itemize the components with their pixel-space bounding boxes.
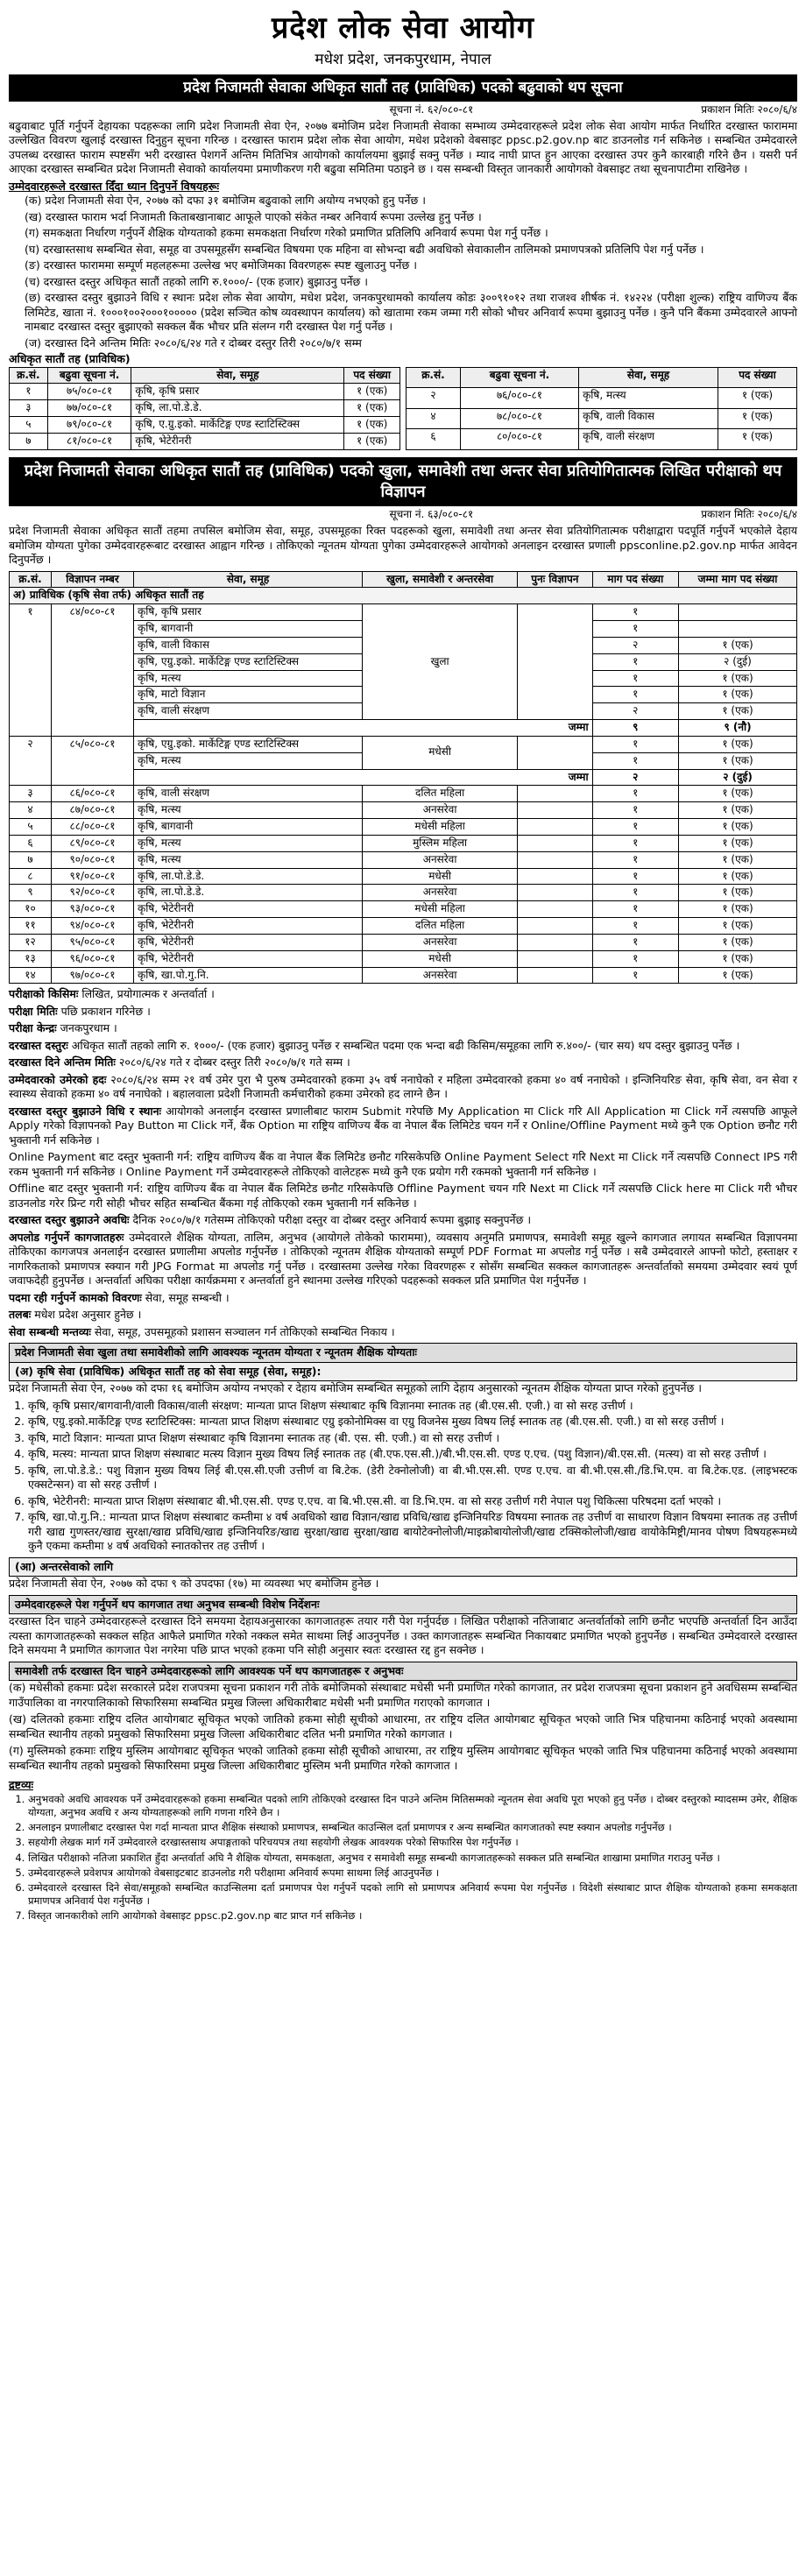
qualification-item: 4. कृषि, मत्स्य: मान्यता प्राप्त शिक्षण संस्थाबाट मत्स्य विज्ञान मुख्य विषय लिई स्नातक तह (बी.एफ.एस.सी.)/बी.भी.एस.सी. एण्ड ए.एच. (पशु विज्ञान)/बी.एस.सी. (मत्स्य) वा सो सरह उत्तीर्ण ।	[28, 1447, 797, 1462]
table-cell: १	[592, 687, 678, 703]
table-header-cell: खुला, समावेशी र अन्तरसेवा	[363, 571, 518, 588]
table-cell: कृषि, ला.पो.डे.डे.	[134, 868, 363, 885]
notice2-intro: प्रदेश निजामती सेवाका अधिकृत सातौं तहमा तपसिल बमोजिम सेवा, समूह, उपसमूहका रिक्त पदहरूको खुला, समावेशी तथा अन्तर सेवा प्रतियोगितात्मक परीक्षाद्वारा पदपूर्ति गर्नुपर्ने भएकोले देहाय बमोजिम योग्यता पुगेका उम्मेदवारहरूबाट दरखास्त आह्वान गरिन्छ । तोकिएको न्यूनतम योग्यता पुगेका उम्मेदवारहरूले आयोगको अनलाइन दरखास्त प्रणाली ppsconline.p2.gov.np मार्फत आवेदन दिनुपर्नेछ ।	[9, 524, 797, 567]
notice1-point: (क) प्रदेश निजामती सेवा ऐन, २०७७ को दफा ३१ बमोजिम बढुवाको लागि अयोग्य नभएको हुनु पर्नेछ ।	[25, 194, 426, 208]
notice1-point: (ज) दरखास्त दिने अन्तिम मितिः २०८०/६/२४ गते र दोब्बर दस्तुर तिरी २०८०/७/१ सम्म	[25, 335, 362, 349]
table-cell: ८०/०८०-८१	[460, 429, 578, 450]
post-detail	[9, 1308, 797, 1323]
qualification-banner: प्रदेश निजामती सेवा खुला तथा समावेशीको लागि आवश्यक न्यूनतम योग्यता र न्यूनतम शैक्षिक योग्यताः	[9, 1343, 797, 1363]
table-cell: १	[592, 752, 678, 769]
table-cell: कृषि, ए.ग्रु.इको. मार्केटिङ्ग एण्ड स्टाटिस्टिक्स	[131, 417, 344, 434]
table-cell: अनसरेवा	[363, 885, 518, 901]
exam-info-item-text: अधिकृत सातौं तहको लागि रु. १०००/- (एक हजार) बुझाउनु पर्नेछ र सम्बन्धित पदमा एक भन्दा बढी किसिम/समूहका लागि रु.४००/- (चार सय) थप दस्तुर बुझाउनु पर्नेछ ।	[67, 1038, 740, 1052]
table-cell: कृषि, वाली संरक्षण	[134, 703, 363, 720]
table-cell: १	[592, 819, 678, 836]
table-cell: कृषि, एग्रु.इको. मार्केटिङ्ग एण्ड स्टाटिस्टिक्स	[134, 736, 363, 752]
table-cell: मधेसी	[363, 736, 518, 769]
table-row	[10, 835, 797, 851]
table-cell: ३	[10, 786, 52, 802]
application-detail	[9, 1213, 797, 1228]
table-cell: जम्मा	[134, 720, 593, 737]
note-item: 6. उम्मेदवारले दरखास्त दिने सेवा/समूहको सम्बन्धित काउन्सिलमा दर्ता प्रमाणपत्र पेश गर्नुपर्ने पदको लागि सो प्रमाणपत्र अनिवार्य रूपमा पेश गर्नुपर्नेछ । विदेशी संस्थाबाट प्राप्त शैक्षिक योग्यताको हकमा समकक्षता प्रमाणपत्र अनिवार्य पेश गर्नुपर्नेछ ।	[28, 1881, 797, 1908]
table-cell: कृषि, ला.पो.डे.डे.	[131, 400, 344, 417]
table-cell	[518, 918, 592, 935]
table-cell: कृषि, वाली संरक्षण	[579, 429, 718, 450]
table-row	[10, 967, 797, 984]
table-cell: मुस्लिम महिला	[363, 835, 518, 851]
table-cell: ७५/०८०-८१	[47, 384, 131, 400]
application-detail-text: दैनिक २०८०/७/१ गतेसम्म तोकिएको परीक्षा दस्तुर वा दोब्बर दस्तुर अनिवार्य रूपमा बुझाइ सक्नुपर्नेछ ।	[129, 1213, 532, 1227]
table-cell: कृषि, बागवानी	[134, 819, 363, 836]
post-detail-label: सेवा सम्बन्धी मन्तव्यः	[9, 1324, 91, 1338]
qualification-list	[9, 1399, 797, 1554]
table-header-cell: बढुवा सूचना नं.	[47, 367, 131, 384]
table-header-row	[10, 367, 400, 384]
table-cell: ५	[10, 417, 48, 434]
table-cell: दलित महिला	[363, 918, 518, 935]
qualification-intro: प्रदेश निजामती सेवा ऐन, २०७७ को दफा १६ बमोजिम अयोग्य नभएको र देहाय बमोजिम सम्बन्धित समूहको लागि देहाय अनुसारको न्यूनतम शैक्षिक योग्यता प्राप्त गरेको हुनुपर्नेछ ।	[9, 1381, 702, 1395]
table-cell: कृषि, भेटेरीनरी	[134, 918, 363, 935]
table-header-cell: पद संख्या	[344, 367, 400, 384]
table-cell: १ (एक)	[679, 670, 797, 687]
application-detail	[9, 1231, 797, 1288]
exam-info-item-label: दरखास्त दस्तुरः	[9, 1038, 68, 1052]
table-row	[10, 819, 797, 836]
inclusive-list	[9, 1681, 797, 1773]
notice2-date: प्रकाशन मितिः २०८०/६/४	[701, 508, 797, 521]
table-cell: १ (एक)	[718, 388, 796, 409]
table-cell: अनसरेवा	[363, 802, 518, 819]
table-cell: २ (दुई)	[679, 769, 797, 786]
post-detail-text: सेवा, समूह सम्बन्धी ।	[141, 1290, 230, 1304]
table-cell: १ (एक)	[679, 967, 797, 984]
notice1-point: (ग) समकक्षता निर्धारण गर्नुपर्ने शैक्षिक योग्यताको हकमा समकक्षता निर्धारण गरेको प्रमाणित प्रतिलिपि अनिवार्य रूपमा पेश गर्नु पर्नेछ ।	[25, 226, 548, 240]
table-cell: ९२/०८०-८१	[51, 885, 133, 901]
table-cell: ९०/०८०-८१	[51, 851, 133, 868]
table-header-cell: विज्ञापन नम्बर	[51, 571, 133, 588]
table-cell: १ (एक)	[679, 736, 797, 752]
table-cell: कृषि, माटो विज्ञान	[134, 687, 363, 703]
table-row	[407, 408, 797, 429]
table-cell	[518, 835, 592, 851]
table-cell: १४	[10, 967, 52, 984]
notice2-meta	[9, 508, 797, 522]
table-cell: कृषि, मत्स्य	[134, 670, 363, 687]
table-cell: २	[592, 703, 678, 720]
table-cell: १	[10, 604, 52, 737]
table-cell: ५	[10, 819, 52, 836]
application-detail	[9, 1105, 797, 1148]
table-cell: १	[592, 885, 678, 901]
table-cell: १ (एक)	[679, 950, 797, 967]
table-cell: कृषि, खा.पो.गु.नि.	[134, 967, 363, 984]
vacancy-table	[9, 571, 797, 985]
table-cell	[679, 604, 797, 621]
table-cell: १ (एक)	[344, 400, 400, 417]
qualification-item: 2. कृषि, एग्रु.इको.मार्केटिङ्ग एण्ड स्टाटिस्टिक्स: मान्यता प्राप्त शिक्षण संस्थाबाट एग्रु इकोनोमिक्स वा एग्रु विजनेस मुख्य विषय लिई स्नातक तह (बी.एस.सी. एजी.) वा सो सरह उत्तीर्ण ।	[28, 1415, 797, 1429]
application-detail-text: Online Payment बाट दस्तुर भुक्तानी गर्न: राष्ट्रिय वाणिज्य बैंक वा नेपाल बैंक लिमिटेड छनौट गरिसकेपछि Online Payment Select गरि Next मा Click गर्ने त्यसपछि Connect IPS गरी रकम भुक्तानी गर्न सकिनेछ । Online Payment गर्ने उम्मेदवारहरूले तोकिएको वालेटहरू मध्ये कुनै एक प्रयोग गरी रकमको भुक्तानी गर्न सकिनेछ ।	[9, 1150, 797, 1178]
table-cell: २	[592, 637, 678, 653]
table-cell: १	[592, 802, 678, 819]
table-cell	[518, 802, 592, 819]
table-cell: कृषि, बागवानी	[134, 621, 363, 638]
table-cell: १०	[10, 901, 52, 918]
note-item: 2. अनलाइन प्रणालीबाट दरखास्त पेश गर्दा मान्यता प्राप्त शैक्षिक संस्थाको प्रमाणपत्र, सम्बन्धित काउन्सिल दर्ता प्रमाणपत्र र अन्य सम्बन्धित कागजातको स्पष्ट स्क्यान अपलोड गर्नुपर्नेछ ।	[28, 1821, 797, 1834]
table-cell: १ (एक)	[344, 384, 400, 400]
table-cell: कृषि, कृषि प्रसार	[131, 384, 344, 400]
qualification-sub: (अ) कृषि सेवा (प्राविधिक) अधिकृत सातौं तह को सेवा समूह (सेवा, समूह):	[9, 1363, 797, 1382]
table-cell: ३	[10, 400, 48, 417]
table-cell: १ (एक)	[718, 429, 796, 450]
table-cell: १	[592, 934, 678, 950]
table-cell: २	[592, 769, 678, 786]
table-cell	[518, 868, 592, 885]
table-cell: ७	[10, 433, 48, 449]
inter-service-sub: (आ) अन्तरसेवाको लागि	[9, 1557, 797, 1577]
table-cell: अनसरेवा	[363, 851, 518, 868]
notice1-point: (छ) दरखास्त दस्तुर बुझाउने विधि र स्थानः प्रदेश लोक सेवा आयोग, मधेश प्रदेश, जनकपुरधामको कार्यालय कोडः ३००९१०१२ तथा राजश्व शीर्षक नं. १४२२४ (परीक्षा शुल्क) राष्ट्रिय वाणिज्य बैंक लिमिटेड, खाता नं. १०००१००२०००१००००० (प्रदेश सञ्चित कोष व्यवस्थापन कार्यालय) को खातामा रकम जम्मा गरी सोको भौचर अनिवार्य रूपमा बुझाउनु पर्नेछ । कुनै पनि बैंकमा उम्मेदवारले आफ्नो नामबाट दरखास्त दस्तुर बुझाएको सक्कल बैंक भौचर प्रति संलग्न गरी दरखास्त पेश गर्नु पर्नेछ ।	[25, 291, 797, 334]
table-row	[10, 802, 797, 819]
notice1-point: (ख) दरखास्त फाराम भर्दा निजामती किताबखानाबाट आफूले पाएको संकेत नम्बर अनिवार्य रूपमा उल्लेख हुनु पर्नेछ ।	[25, 209, 482, 223]
table-cell: १	[592, 967, 678, 984]
table-row	[10, 950, 797, 967]
table-row	[10, 433, 400, 449]
application-detail-text: आयोगको अनलाईन दरखास्त प्रणालीबाट फाराम Submit गरेपछि My Application मा Click गरि All Application मा Click गर्ने त्यसपछि आफूले Apply गरेको विज्ञापनको Pay Button मा Click गर्ने, बैंक Option मा राष्ट्रिय वाणिज्य बैंक वा नेपाल बैंक लिमिटेड चयन गर्ने र Online/Offline Payment मध्ये कुनै एक Option छनौट गरी भुक्तानी गर्न सकिनेछ ।	[9, 1104, 797, 1147]
table-cell: ९६/०८०-८१	[51, 950, 133, 967]
table-cell: ९	[10, 885, 52, 901]
table-cell: १ (एक)	[679, 752, 797, 769]
table-cell: २	[407, 388, 461, 409]
table-section-cell: अ) प्राविधिक (कृषि सेवा तर्फ) अधिकृत सातौं तह	[10, 588, 797, 604]
table-cell: १	[592, 918, 678, 935]
table-cell: ८	[10, 868, 52, 885]
table-cell: १ (एक)	[679, 934, 797, 950]
note-item: 4. लिखित परीक्षाको नतिजा प्रकाशित हुँदा अन्तर्वार्ता अघि नै शैक्षिक योग्यता, समकक्षता, अनुभव र समावेशी समूह सम्बन्धी कागजातहरूको सक्कल प्रति सम्बन्धित शाखामा प्रमाणित गराउनु पर्नेछ ।	[28, 1852, 797, 1865]
table-cell: १	[592, 851, 678, 868]
table-cell: १	[592, 621, 678, 638]
table-cell: दलित महिला	[363, 786, 518, 802]
table-header-cell: सेवा, समूह	[131, 367, 344, 384]
table-cell: ७७/०८०-८१	[47, 400, 131, 417]
exam-info	[9, 987, 797, 1070]
table-cell: अनसरेवा	[363, 934, 518, 950]
exam-info-item	[9, 1055, 797, 1070]
table-row	[10, 417, 400, 434]
table-cell: ८१/०८०-८१	[47, 433, 131, 449]
notes-title: द्रष्टव्यः	[9, 1778, 33, 1792]
notice1-point: (घ) दरखास्तसाथ सम्बन्धित सेवा, समूह वा उपसमूहसँग सम्बन्धित विषयमा एक महिना वा सोभन्दा बढी अवधिको सेवाकालीन तालिमको प्रमाणपत्रको प्रतिलिपि पेश गर्नु पर्नेछ ।	[25, 242, 704, 256]
table-cell	[518, 604, 592, 720]
inclusive-item: (ग) मुस्लिमको हकमाः राष्ट्रिय मुस्लिम आयोगबाट सूचिकृत भएको जातिको हकमा सोही सूचीको आधारमा, तर राष्ट्रिय मुस्लिम आयोगबाट सूचिकृत भएको जाति भित्र पहिचानमा कठिनाई भएको अवस्थामा सम्बन्धित स्थानीय तहको प्रमुखको सिफारिसमा प्रमुख जिल्ला अधिकारीबाट मुस्लिम भनी प्रमाणित गरेको कागजात ।	[9, 1744, 797, 1772]
table-header-cell: क्र.सं.	[10, 367, 48, 384]
application-detail-label: उम्मेदवारको उमेरको हदः	[9, 1072, 107, 1086]
table-row	[10, 901, 797, 918]
application-detail	[9, 1182, 797, 1210]
table-cell: ९	[592, 720, 678, 737]
table-cell: १	[592, 736, 678, 752]
positions-table-right	[406, 367, 797, 450]
notice1-attention-title: उम्मेदवारहरूले दरखास्त दिँदा ध्यान दिनुपर्ने विषयहरूः	[9, 179, 220, 193]
table-cell: १ (एक)	[679, 786, 797, 802]
table-cell: कृषि, मत्स्य	[579, 388, 718, 409]
table-row	[10, 604, 797, 621]
table-cell: ९१/०८०-८१	[51, 868, 133, 885]
table-cell: १ (एक)	[679, 802, 797, 819]
table-cell: १ (एक)	[679, 918, 797, 935]
post-detail-text: मधेश प्रदेश अनुसार हुनेछ ।	[31, 1308, 142, 1322]
note-item: 3. सहयोगी लेखक मार्ग गर्ने उम्मेदवारले दरखास्तसाथ अपाङ्गताको परिचयपत्र तथा सहयोगी लेखक आवश्यक परेको सिफारिस पेश गर्नुपर्नेछ ।	[28, 1836, 797, 1849]
table-cell: ९३/०८०-८१	[51, 901, 133, 918]
inclusive-banner: समावेशी तर्फ दरखास्त दिन चाहने उम्मेदवारहरूको लागि आवश्यक पर्ने थप कागजातहरू र अनुभवः	[9, 1662, 797, 1682]
table-cell: मधेसी महिला	[363, 901, 518, 918]
table-cell: ११	[10, 918, 52, 935]
table-header-cell: सेवा, समूह	[579, 367, 718, 388]
table-header-cell: पुनः विज्ञापन	[518, 571, 592, 588]
note-item: 5. उम्मेदवारहरूले प्रवेशपत्र आयोगको वेबसाइटबाट डाउनलोड गरी परीक्षामा अनिवार्य रूपमा साथमा लिई आउनुपर्नेछ ।	[28, 1867, 797, 1880]
table-cell: कृषि, मत्स्य	[134, 835, 363, 851]
notice2-banner: प्रदेश निजामती सेवाका अधिकृत सातौं तह (प्राविधिक) पदको खुला, समावेशी तथा अन्तर सेवा प्रतियोगितात्मक लिखित परीक्षाको थप विज्ञापन	[9, 457, 797, 507]
table-row	[10, 786, 797, 802]
exam-info-item-label: परीक्षा केन्द्रः	[9, 1021, 57, 1035]
table-header-cell: जम्मा माग पद संख्या	[679, 571, 797, 588]
table-cell: ९ (नौ)	[679, 720, 797, 737]
table-cell: ७	[10, 851, 52, 868]
table-cell: ८४/०८०-८१	[51, 604, 133, 737]
table-cell: १ (एक)	[679, 703, 797, 720]
org-title: प्रदेश लोक सेवा आयोग	[271, 11, 535, 46]
table-cell	[518, 819, 592, 836]
application-detail-text: उम्मेदवारले शैक्षिक योग्यता, तालिम, अनुभव (आयोगले तोकेको फाराममा), व्यवसाय अनुमति प्रमाणपत्र, समावेशी समूह खुल्ने कागजात लगायत सम्बन्धित विज्ञापनमा तोकिएका कागजपत्र अनलाईन दरखास्त प्रणालीमा अपलोड गर्नुपर्नेछ । तोकिएको न्यूनतम शैक्षिक योग्यताको सम्पूर्ण PDF Format मा अपलोड गर्नु पर्नेछ । सबै उम्मेदवारले आफ्नो फोटो, हस्ताक्षर र नागरिकताको प्रमाणपत्र स्क्यान गरी JPG Format मा अपलोड गर्नु पर्नेछ । दरखास्तमा उल्लेख गरेका विवरणहरू र सोसँग सम्बन्धित सक्कल कागजातहरू अन्तर्वार्ताको समयमा उम्मेदवार स्वयं पूर्ण जवाफदेही हुनुपर्नेछ । अन्तर्वार्ता अघिका परीक्षा कार्यक्रममा र अन्तर्वार्ता हुने स्थानमा उल्लेख गरिएको पदहरूको सक्कल प्रति प्रमाणित पेश गर्नुपर्नेछ ।	[9, 1230, 797, 1288]
table-row	[10, 934, 797, 950]
table-cell: १ (एक)	[718, 408, 796, 429]
table-cell: कृषि, भेटेरीनरी	[134, 934, 363, 950]
positions-table-left	[9, 367, 400, 450]
table-cell: २	[10, 736, 52, 785]
exam-info-item-text: लिखित, प्रयोगात्मक र अन्तर्वार्ता ।	[78, 987, 215, 1001]
table-cell: ८८/०८०-८१	[51, 819, 133, 836]
table-cell: १	[592, 604, 678, 621]
notice1-point: (च) दरखास्त दस्तुर अधिकृत सातौं तहको लागि रु.१०००/- (एक हजार) बुझाउनु पर्नेछ ।	[25, 274, 368, 288]
table-row	[10, 868, 797, 885]
table-cell: खुला	[363, 604, 518, 720]
exam-info-item-label: दरखास्त दिने अन्तिम मितिः	[9, 1055, 116, 1069]
table-cell: १ (एक)	[679, 819, 797, 836]
table-cell	[679, 621, 797, 638]
table-cell: ७९/०८०-८१	[47, 417, 131, 434]
table-cell: १ (एक)	[679, 851, 797, 868]
table-row	[10, 885, 797, 901]
post-detail	[9, 1325, 797, 1340]
qualification-item: 5. कृषि, ला.पो.डे.डे.: पशु विज्ञान मुख्य विषय लिई बी.एस.सी.एजी उत्तीर्ण वा बि.टेक. (डेरी टेक्नोलोजी) वा बी.भी.एस.सी. एण्ड ए.एच. वा बी.भी.एस.सी./डि.भि.एम. वा बि.टेक.एड. (लाइभस्टक एक्सटेन्सन) वा सो सरह उत्तीर्ण ।	[28, 1464, 797, 1493]
notice1-number: सूचना नं. ६२/०८०-८१	[389, 102, 474, 116]
special-instruction-text: दरखास्त दिन चाहने उम्मेदवारहरूले दरखास्त दिने समयमा देहायअनुसारका कागजातहरू तयार गरी पेश गर्नुपर्दछ । लिखित परीक्षाको नतिजाबाट अन्तर्वार्ताको लागि छनौट भएपछि अन्तर्वार्ता दिन आउँदा त्यस्ता कागजातहरूको सक्कल सहित आफैले प्रमाणित गरेको नक्कल समेत साथमा लिई आउनुपर्नेछ । उक्त कागजातहरू सम्बन्धित निकायबाट प्रमाणित भएको हुनुपर्नेछ । सम्बन्धित उम्मेदवारले दरखास्त दिने समयमा नै प्रमाणित कागजात पेश नगरेमा पछि प्राप्त भएको हकमा पनि सोही अनुसार स्वतः दरखास्त रद्द हुन सक्नेछ ।	[9, 1614, 797, 1657]
org-subtitle: मधेश प्रदेश, जनकपुरधाम, नेपाल	[315, 50, 491, 68]
inter-service-text: प्रदेश निजामती सेवा ऐन, २०७७ को दफा ९ को उपदफा (१७) मा व्यवस्था भए बमोजिम हुनेछ ।	[9, 1577, 379, 1591]
table-cell: ९५/०८०-८१	[51, 934, 133, 950]
table-cell: ७६/०८०-८१	[460, 388, 578, 409]
table-cell: १ (एक)	[344, 417, 400, 434]
table-cell: २ (दुई)	[679, 653, 797, 670]
application-detail-label: दरखास्त दस्तुर बुझाउने अवधिः	[9, 1213, 130, 1227]
application-detail	[9, 1073, 797, 1102]
notice1-banner: प्रदेश निजामती सेवाका अधिकृत सातौं तह (प्राविधिक) पदको बढुवाको थप सूचना	[9, 74, 797, 101]
table-cell: कृषि, भेटेरीनरी	[134, 950, 363, 967]
table-cell: कृषि, भेटेरीनरी	[134, 901, 363, 918]
table-header-row	[407, 367, 797, 388]
table-cell: ४	[407, 408, 461, 429]
table-cell: १२	[10, 934, 52, 950]
notice1-points	[9, 194, 797, 350]
notice2-number: सूचना नं. ६३/०८०-८१	[389, 508, 474, 521]
table-cell: ६	[10, 835, 52, 851]
table-cell: ४	[10, 802, 52, 819]
notice1-meta	[9, 103, 797, 117]
table-cell: १ (एक)	[679, 901, 797, 918]
post-detail-label: पदमा रही गर्नुपर्ने कामको विवरणः	[9, 1290, 142, 1304]
table-header-cell: पद संख्या	[718, 367, 796, 388]
table-cell: कृषि, कृषि प्रसार	[134, 604, 363, 621]
notice1-point: (ङ) दरखास्त फाराममा सम्पूर्ण महलहरूमा उल्लेख भए बमोजिमका विवरणहरू स्पष्ट खुलाउनु पर्नेछ ।	[25, 258, 417, 272]
table-cell: १ (एक)	[344, 433, 400, 449]
table-cell: १ (एक)	[679, 868, 797, 885]
table-cell: १	[592, 670, 678, 687]
table-cell: ८७/०८०-८१	[51, 802, 133, 819]
exam-info-item	[9, 1039, 797, 1054]
exam-info-item-label: परीक्षाको किसिमः	[9, 987, 79, 1001]
table-cell: १	[592, 835, 678, 851]
table-section-row	[10, 588, 797, 604]
table-cell: मधेसी	[363, 950, 518, 967]
notice1-positions-title: अधिकृत सातौं तह (प्राविधिक)	[9, 352, 131, 366]
inclusive-item: (क) मधेसीको हकमाः प्रदेश सरकारले प्रदेश राजपत्रमा सूचना प्रकाशन गरी तोके बमोजिमको संस्थाबाट मधेसी भनी प्रमाणित गरेको कागजात, तर प्रदेश राजपत्रमा सूचना प्रकाशन हुने अवधिसम्म सम्बन्धित गाउँपालिका वा नगरपालिकाको सिफारिसमा सम्बन्धित प्रमुख जिल्ला अधिकारीबाट मधेसी भनी प्रमाणित गराएको कागजात ।	[9, 1681, 797, 1709]
inclusive-item: (ख) दलितको हकमाः राष्ट्रिय दलित आयोगबाट सूचिकृत भएको जातिको हकमा सोही सूचीको आधारमा, तर राष्ट्रिय दलित आयोगबाट सूचिकृत भएको जाति भित्र पहिचानमा कठिनाई भएको अवस्थामा सम्बन्धित स्थानीय तहको प्रमुखको सिफारिसमा प्रमुख जिल्ला अधिकारीबाट दलित भनी प्रमाणित गरेको कागजात ।	[9, 1712, 797, 1740]
post-detail	[9, 1291, 797, 1306]
table-cell: १	[10, 384, 48, 400]
post-detail-text: सेवा, समूह, उपसमूहको प्रशासन सञ्चालन गर्न तोकिएको सम्बन्धित निकाय ।	[90, 1324, 395, 1338]
special-instruction-banner: उम्मेदवारहरूले पेश गर्नुपर्ने थप कागजात तथा अनुभव सम्बन्धी विशेष निर्देशनः	[9, 1595, 797, 1615]
table-row	[10, 384, 400, 400]
table-cell: ६	[407, 429, 461, 450]
table-cell: ८५/०८०-८१	[51, 736, 133, 785]
table-cell: ९४/०८०-८१	[51, 918, 133, 935]
table-cell: कृषि, वाली विकास	[134, 637, 363, 653]
post-details	[9, 1291, 797, 1340]
table-cell: १	[592, 653, 678, 670]
exam-info-item-label: परीक्षा मितिः	[9, 1004, 58, 1018]
table-cell: मधेसी महिला	[363, 819, 518, 836]
table-header-row	[10, 571, 797, 588]
table-cell: कृषि, मत्स्य	[134, 851, 363, 868]
qualification-item: 7. कृषि, खा.पो.गु.नि.: मान्यता प्राप्त शिक्षण संस्थाबाट कम्तीमा ४ वर्ष अवधिको खाद्य विज्ञान/खाद्य प्रविधि/खाद्य इन्जिनियरिङ विषयमा स्नातक तह उत्तीर्ण वा साधारण विज्ञान विषयमा स्नातक तह उत्तीर्ण गरी खाद्य गुणस्तर/खाद्य सुरक्षा/खाद्य प्रविधि/खाद्य इन्जिनियरिङ/खाद्य सुरक्षा/खाद्य सुरक्षा/खाद्य बायोटेक्नोलोजी/माइक्रोबायोलोजी/खाद्य टक्सिकोलोजी/खाद्य वायोकेमिष्ट्री/मानव पोषण विषयहरूमध्ये कुनै एकमा कम्तीमा ४ वर्ष अवधिको स्नातकोत्तर तह उत्तीर्ण ।	[28, 1510, 797, 1554]
table-cell	[518, 950, 592, 967]
qualification-item: 1. कृषि, कृषि प्रसार/बागवानी/वाली विकास/वाली संरक्षण: मान्यता प्राप्त शिक्षण संस्थाबाट कृषि विज्ञानमा स्नातक तह (बी.एस.सी. एजी.) वा सो सरह उत्तीर्ण ।	[28, 1399, 797, 1414]
post-detail-label: तलबः	[9, 1308, 32, 1322]
table-cell	[518, 786, 592, 802]
table-row	[10, 400, 400, 417]
table-cell: कृषि, एग्रु.इको. मार्केटिङ्ग एण्ड स्टाटिस्टिक्स	[134, 653, 363, 670]
table-cell	[518, 851, 592, 868]
application-detail-text: Offline बाट दस्तुर भुक्तानी गर्न: राष्ट्रिय वाणिज्य बैंक वा नेपाल बैंक लिमिटेड छनौट गरिसकेपछि Offline Payment चयन गरि Next मा Click गर्ने त्यसपछि Click here मा Click गरी भौचर डाउनलोड गरेर प्रिन्ट गरी सोही भौचर सहित सम्बन्धित बैंकमा गई तोकिएको रकम भुक्तानी गर्न सकिनेछ ।	[9, 1182, 797, 1210]
note-item: 1. अनुभवको अवधि आवश्यक पर्ने उम्मेदवारहरूको हकमा सम्बन्धित पदको लागि तोकिएको दरखास्त दिन पाउने अन्तिम मितिसम्मको न्यूनतम सेवा अवधि पूरा भएको हुनु पर्नेछ । दोब्बर दस्तुरको म्यादसम्म उमेर, शैक्षिक योग्यता, अनुभव अवधि र अन्य योग्यताहरूको लागि गणना गरिने छैन ।	[28, 1793, 797, 1819]
table-row	[10, 918, 797, 935]
application-detail-label: अपलोड गर्नुपर्ने कागजातहरुः	[9, 1230, 124, 1244]
table-cell: मधेसी	[363, 868, 518, 885]
table-header-cell: सेवा, समूह	[134, 571, 363, 588]
table-cell: १	[592, 786, 678, 802]
qualification-item: 6. कृषि, भेटेरीनरी: मान्यता प्राप्त शिक्षण संस्थाबाट बी.भी.एस.सी. एण्ड ए.एच. वा बि.भी.एस.सी. वा डि.भि.एम. वा सो सरह उत्तीर्ण गरी नेपाल पशु चिकित्सा परिषदमा दर्ता भएको ।	[28, 1494, 797, 1509]
table-cell: ९७/०८०-८१	[51, 967, 133, 984]
table-row	[407, 429, 797, 450]
table-cell: कृषि, ला.पो.डे.डे.	[134, 885, 363, 901]
application-detail-text: २०८०/६/२४ सम्म २१ वर्ष उमेर पुरा भै पुरुष उम्मेदवारको हकमा ३५ वर्ष ननाघेको र महिला उम्मेदवारको हकमा ४० वर्ष ननाघेको । इन्जिनियरिङ सेवा, कृषि सेवा, वन सेवा र स्वास्थ्य सेवाको हकमा ४० वर्ष ननाघेको । बहालवाला प्रदेशी निजामती कर्मचारीको हकमा उमेरको हद लाग्ने छैन ।	[9, 1072, 797, 1101]
qualification-item: 3. कृषि, माटो विज्ञान: मान्यता प्राप्त शिक्षण संस्थाबाट कृषि विज्ञानमा स्नातक तह (बी. एस. सी. एजी.) वा सो सरह उत्तीर्ण ।	[28, 1431, 797, 1446]
exam-info-item	[9, 1021, 797, 1036]
table-cell: अनसरेवा	[363, 967, 518, 984]
exam-info-item-text: पछि प्रकाशन गरिनेछ ।	[57, 1004, 151, 1018]
table-cell: जम्मा	[134, 769, 593, 786]
notice1-intro: बढुवाबाट पूर्ति गर्नुपर्ने देहायका पदहरूका लागि प्रदेश निजामती सेवा ऐन, २०७७ बमोजिम प्रदेश निजामती सेवाका सम्भाव्य उम्मेदवारहरूले प्रदेश लोक सेवा आयोग मार्फत निर्धारित दरखास्त फाराममा उल्लेखित विवरण खुलाई दरखास्त दिनुहुन सूचना गरिन्छ । दरखास्त फाराम प्रदेश लोक सेवा आयोग, मधेश प्रदेशको वेबसाइट ppsc.p2.gov.np बाट डाउनलोड गर्न सकिनेछ । सम्बन्धित उम्मेदवारले उपलब्ध दरखास्त फाराम स्पष्टसँग भरी दरखास्त पेशगर्ने अन्तिम मितिभित्र आयोगको कार्यालयमा बुझाई सक्नु पर्नेछ । म्याद नाघी प्राप्त हुन आएका दरखास्त उपर कुनै कारबाही गरिने छैन । यसरी पर्न आएका दरखास्त सम्बन्धित प्रदेश निजामती सेवाको कार्यालयमा प्रमाणीकरण गरी बढुवा समितिमा पठाइने छ । यस सम्बन्धी विस्तृत जानकारी आयोगको वेबसाइट तथा सूचनापाटीमा राखिनेछ ।	[9, 118, 797, 176]
application-detail	[9, 1150, 797, 1179]
note-item: 7. विस्तृत जानकारीको लागि आयोगको वेबसाइट ppsc.p2.gov.np बाट प्राप्त गर्न सकिनेछ ।	[28, 1909, 797, 1923]
table-cell: कृषि, मत्स्य	[134, 752, 363, 769]
exam-info-item-text: २०८०/६/२४ गते र दोब्बर दस्तुर तिरी २०८०/७/१ गते सम्म ।	[115, 1055, 350, 1069]
table-cell	[518, 901, 592, 918]
table-row	[10, 736, 797, 752]
table-row	[407, 388, 797, 409]
table-header-cell: क्र.सं.	[10, 571, 52, 588]
notice1-date: प्रकाशन मितिः २०८०/६/४	[701, 102, 797, 116]
table-cell: कृषि, भेटेरीनरी	[131, 433, 344, 449]
table-cell: १ (एक)	[679, 885, 797, 901]
table-cell: १ (एक)	[679, 687, 797, 703]
notes-list	[9, 1793, 797, 1923]
table-cell: १ (एक)	[679, 637, 797, 653]
table-cell	[518, 934, 592, 950]
exam-info-item	[9, 987, 797, 1002]
table-cell: १	[592, 901, 678, 918]
table-cell: १३	[10, 950, 52, 967]
table-cell	[518, 736, 592, 769]
table-cell: ७८/०८०-८१	[460, 408, 578, 429]
table-header-cell: बढुवा सूचना नं.	[460, 367, 578, 388]
application-details	[9, 1073, 797, 1288]
notice1-position-tables	[9, 367, 797, 450]
table-cell: ८९/०८०-८१	[51, 835, 133, 851]
table-cell: कृषि, मत्स्य	[134, 802, 363, 819]
table-header-cell: माग पद संख्या	[592, 571, 678, 588]
table-cell: १ (एक)	[679, 835, 797, 851]
table-header-cell: क्र.सं.	[407, 367, 461, 388]
table-cell: कृषि, वाली विकास	[579, 408, 718, 429]
table-cell	[518, 967, 592, 984]
table-cell: कृषि, वाली संरक्षण	[134, 786, 363, 802]
exam-info-item-text: जनकपुरधाम ।	[56, 1021, 117, 1035]
table-row	[10, 851, 797, 868]
application-detail-label: दरखास्त दस्तुर बुझाउने विधि र स्थानः	[9, 1104, 162, 1118]
table-cell	[518, 885, 592, 901]
table-cell: १	[592, 868, 678, 885]
table-cell: ८६/०८०-८१	[51, 786, 133, 802]
table-cell: १	[592, 950, 678, 967]
exam-info-item	[9, 1005, 797, 1020]
